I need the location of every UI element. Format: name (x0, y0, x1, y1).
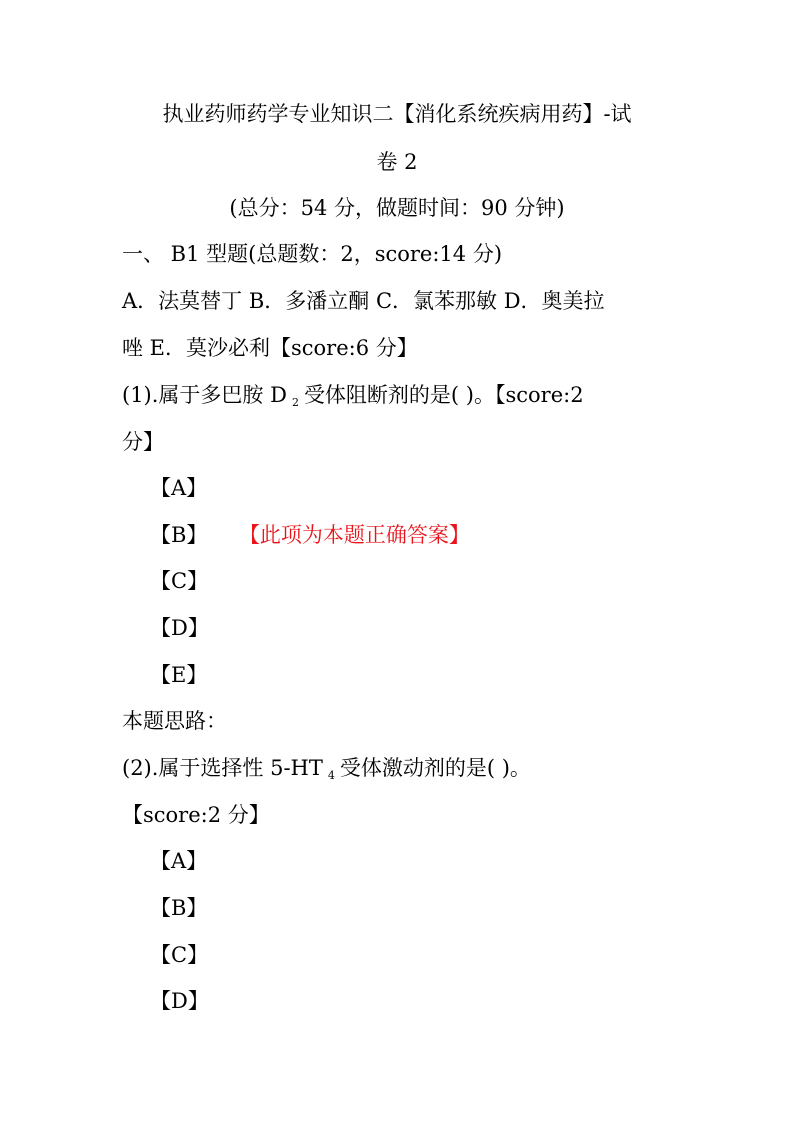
question-1-option-c[interactable]: 【C】 (150, 569, 209, 593)
exam-title-line1: 执业药师药学专业知识二【消化系统疾病用药】-试 (162, 102, 632, 126)
shared-choices-line2: 唑 E．莫沙必利【score:6 分】 (122, 336, 418, 360)
question-2-option-a[interactable]: 【A】 (150, 849, 208, 873)
question-2-stem-part-b: 受体激动剂的是( )。 (339, 756, 531, 780)
question-1-option-b-label: 【B】 (150, 523, 208, 547)
question-2-option-b[interactable]: 【B】 (150, 896, 208, 920)
question-1-option-e[interactable]: 【E】 (150, 663, 208, 687)
exam-meta: (总分：54 分，做题时间：90 分钟) (229, 196, 565, 220)
question-1-stem-continued: 分】 (122, 430, 164, 454)
question-1-option-a[interactable]: 【A】 (150, 476, 208, 500)
question-1-analysis-label: 本题思路： (122, 709, 227, 733)
question-2-stem-part-a: (2).属于选择性 5-HT (122, 756, 323, 780)
question-1-stem-part-b: 受体阻断剂的是( )。【score:2 (303, 383, 584, 407)
question-2-option-c[interactable]: 【C】 (150, 943, 209, 967)
question-2-stem (122, 754, 531, 786)
question-1-subscript: 2 (291, 396, 299, 409)
correct-answer-marker: 【此项为本题正确答案】 (249, 523, 470, 547)
question-2-option-d[interactable]: 【D】 (150, 989, 209, 1013)
exam-title-line2: 卷 2 (376, 150, 418, 174)
question-2-subscript: 4 (327, 769, 335, 782)
question-1-stem-part-a: (1).属于多巴胺 D (122, 383, 287, 407)
question-2-score: 【score:2 分】 (122, 803, 270, 827)
question-1-stem (122, 381, 584, 413)
question-1-option-b[interactable] (150, 521, 470, 549)
question-1-option-d[interactable]: 【D】 (150, 616, 209, 640)
section-heading: 一、 B1 型题(总题数：2，score:14 分) (122, 242, 503, 266)
shared-choices-line1: A．法莫替丁 B．多潘立酮 C．氯苯那敏 D．奥美拉 (122, 289, 605, 313)
